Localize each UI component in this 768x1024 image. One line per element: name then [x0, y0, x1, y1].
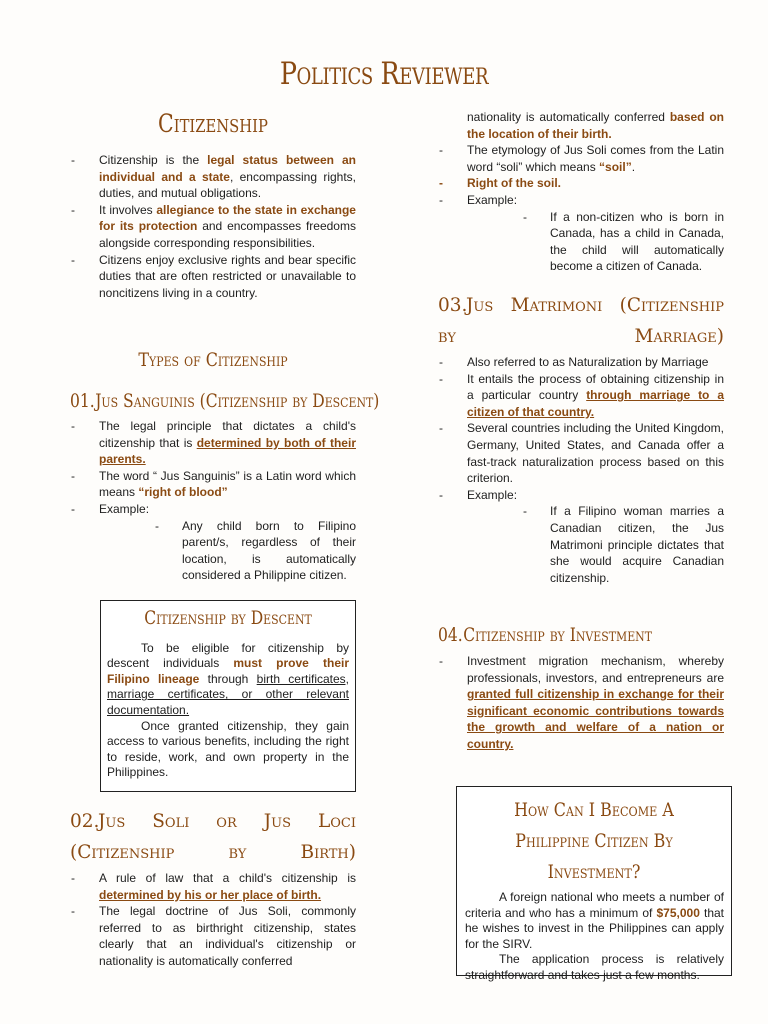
list-item: - The etymology of Jus Soli comes from the Latin word “soli” which means “soil”.: [438, 142, 724, 175]
investment-box-paragraph: The application process is relatively straightforward and takes just a few months.: [465, 952, 724, 982]
list-item: - Investment migration mechanism, whereby professionals, investors, and entrepreneurs are granted full citizenship in exchange for their significant economic contributions towards the growth and welfare of a nation or country.: [438, 653, 724, 753]
example-item: - If a Filipino woman marries a Canadian citizen, the Jus Matrimoni principle dictates that she would acquire Canadian citizenship.: [523, 503, 724, 586]
investment-box-paragraph: A foreign national who meets a number of criteria and who has a minimum of $75,000 that he wishes to invest in the Philippines can apply for the SIRV.: [465, 890, 724, 951]
descent-box-title: Citizenship by Descent: [144, 608, 312, 629]
soli-continued: nationality is automatically conferred based on the location of their birth.: [467, 110, 724, 141]
investment-list: [438, 653, 724, 753]
citizenship-heading: Citizenship: [158, 109, 268, 138]
example-item: - If a non-citizen who is born in Canada, has a child in Canada, the child will automatically become a citizen of Canada.: [523, 209, 724, 275]
investment-box-title: How Can I Become A Philippine Citizen By Investment?: [514, 800, 674, 883]
list-item: - The legal principle that dictates a child's citizenship that is determined by both of their parents.: [70, 418, 356, 468]
list-item: - It involves allegiance to the state in exchange for its protection and encompasses freedoms alongside corresponding responsibilities.: [70, 202, 356, 252]
descent-box-paragraph: To be eligible for citizenship by descent individuals must prove their Filipino lineage through birth certificates, marriage certificates, or other relevant documentation.: [107, 640, 349, 717]
matrimoni-section: [438, 290, 724, 586]
list-item: - Example: - If a Filipino woman marries a Canadian citizen, the Jus Matrimoni principle dictates that she would acquire Canadian citizenship.: [438, 487, 724, 587]
left-column: [70, 109, 357, 301]
soli-heading: 02.Jus Soli or Jus Loci (Citizenship by Birth): [70, 811, 356, 863]
list-item: - Citizens enjoy exclusive rights and bear specific duties that are often restricted or unavailable to noncitizens living in a country.: [70, 252, 356, 302]
list-item: - The legal doctrine of Jus Soli, commonly referred to as birthright citizenship, states clearly that an individual's citizenship or nationality is automatically conferred: [70, 903, 356, 953]
soli-list: [70, 870, 356, 968]
list-item: - Citizenship is the legal status between an individual and a state, encompassing rights, duties, and mutual obligations.: [70, 152, 356, 202]
soli-section: [70, 806, 356, 968]
sanguinis-section: [70, 386, 380, 584]
list-item: - Right of the soil.: [438, 175, 724, 192]
descent-box-paragraph: Once granted citizenship, they gain access to various benefits, including the right to reside, work, and own property in the Philippines.: [107, 718, 349, 780]
types-heading: Types of Citizenship: [138, 349, 288, 371]
soli-list-continued: [438, 142, 724, 275]
sanguinis-heading: 01.Jus Sanguinis (Citizenship by Descent): [70, 391, 380, 412]
list-item: - Several countries including the United Kingdom, Germany, United States, and Canada offer a fast-track naturalization process based on this criterion.: [438, 420, 724, 486]
citizenship-list: [70, 152, 356, 301]
investment-section: [438, 620, 724, 753]
investment-box: [456, 786, 732, 982]
list-item: - The word “ Jus Sanguinis” is a Latin word which means “right of blood”: [70, 468, 356, 501]
descent-box: [100, 600, 356, 792]
list-item: - Example: - Any child born to Filipino parent/s, regardless of their location, is automatically considered a Philippine citizen.: [70, 501, 356, 584]
list-item: - Example: - If a non-citizen who is born in Canada, has a child in Canada, the child will automatically become a citizen of Canada.: [438, 192, 724, 275]
list-item: - It entails the process of obtaining citizenship in a particular country through marriage to a citizen of that country.: [438, 371, 724, 421]
sanguinis-list: [70, 418, 356, 584]
right-column: [438, 109, 724, 275]
matrimoni-heading: 03.Jus Matrimoni (Citizenship by Marriage): [438, 295, 724, 347]
list-item: - A rule of law that a child's citizenship is determined by his or her place of birth.: [70, 870, 356, 903]
page-title: Politics Reviewer: [279, 56, 489, 92]
list-item: - Also referred to as Naturalization by Marriage: [438, 354, 724, 371]
example-item: - Any child born to Filipino parent/s, regardless of their location, is automatically considered a Philippine citizen.: [155, 518, 356, 584]
matrimoni-list: [438, 354, 724, 586]
investment-heading: 04.Citizenship by Investment: [438, 625, 653, 646]
types-section: [70, 349, 356, 371]
